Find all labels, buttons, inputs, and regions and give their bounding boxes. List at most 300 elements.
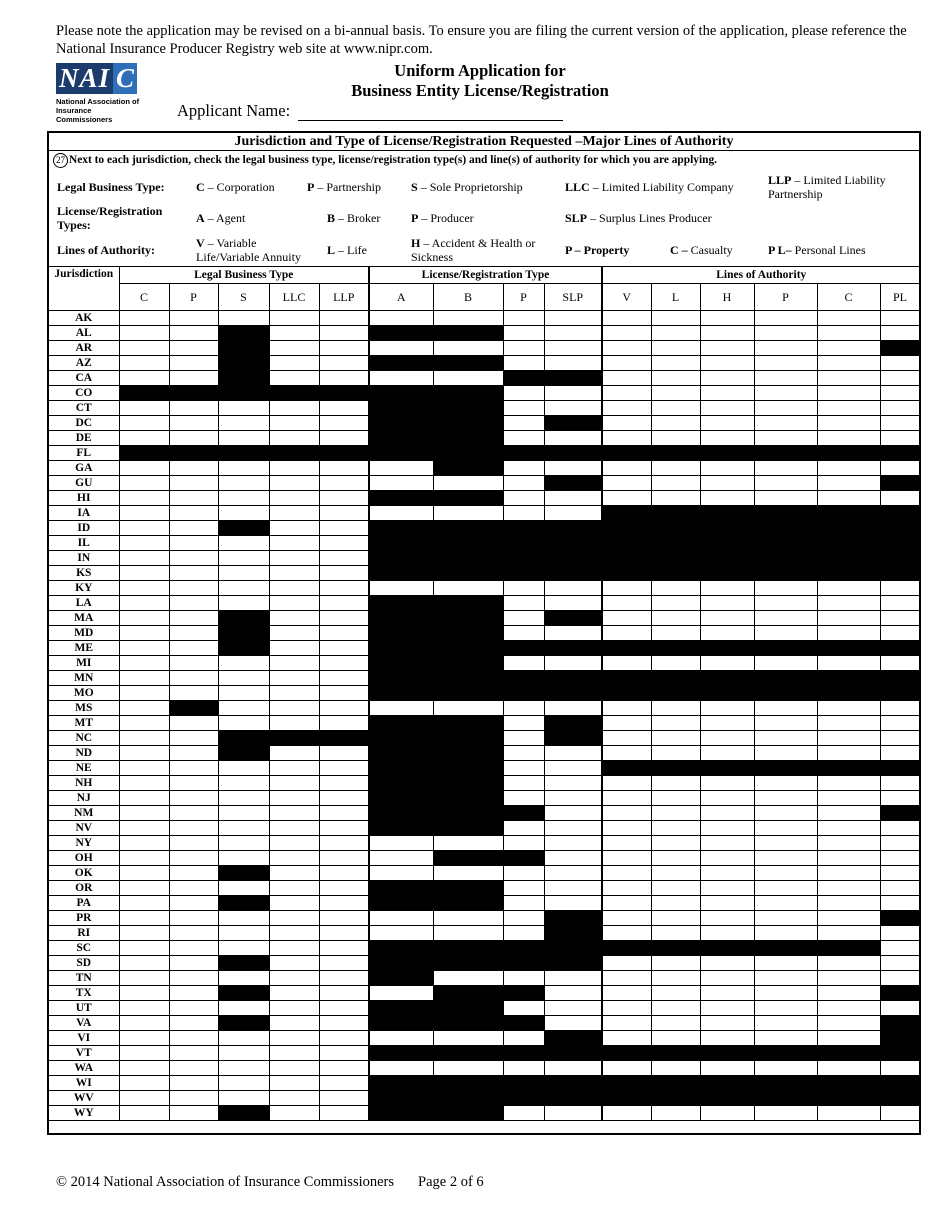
checkbox-cell[interactable] [319,956,369,971]
applicant-name-line[interactable] [298,104,563,121]
checkbox-cell[interactable] [817,311,880,326]
checkbox-cell[interactable] [880,731,920,746]
checkbox-cell[interactable] [218,776,269,791]
checkbox-cell[interactable] [817,1106,880,1121]
checkbox-cell[interactable] [319,536,369,551]
checkbox-cell[interactable] [651,371,700,386]
checkbox-cell[interactable] [218,1091,269,1106]
checkbox-cell[interactable] [218,1061,269,1076]
checkbox-cell[interactable] [169,461,218,476]
checkbox-cell[interactable] [218,971,269,986]
checkbox-cell[interactable] [700,776,754,791]
checkbox-cell[interactable] [169,401,218,416]
checkbox-cell[interactable] [817,866,880,881]
checkbox-cell[interactable] [269,1001,319,1016]
checkbox-cell[interactable] [754,461,817,476]
checkbox-cell[interactable] [269,776,319,791]
checkbox-cell[interactable] [319,761,369,776]
checkbox-cell[interactable] [602,311,651,326]
checkbox-cell[interactable] [544,341,602,356]
checkbox-cell[interactable] [544,866,602,881]
checkbox-cell[interactable] [169,896,218,911]
checkbox-cell[interactable] [544,821,602,836]
checkbox-cell[interactable] [700,356,754,371]
checkbox-cell[interactable] [319,686,369,701]
checkbox-cell[interactable] [602,596,651,611]
checkbox-cell[interactable] [269,716,319,731]
checkbox-cell[interactable] [119,401,169,416]
checkbox-cell[interactable] [651,836,700,851]
checkbox-cell[interactable] [651,611,700,626]
checkbox-cell[interactable] [169,521,218,536]
checkbox-cell[interactable] [169,581,218,596]
checkbox-cell[interactable] [880,1061,920,1076]
checkbox-cell[interactable] [169,1046,218,1061]
checkbox-cell[interactable] [169,926,218,941]
checkbox-cell[interactable] [602,716,651,731]
checkbox-cell[interactable] [817,806,880,821]
checkbox-cell[interactable] [700,926,754,941]
checkbox-cell[interactable] [319,941,369,956]
checkbox-cell[interactable] [169,671,218,686]
checkbox-cell[interactable] [119,326,169,341]
checkbox-cell[interactable] [544,656,602,671]
checkbox-cell[interactable] [169,626,218,641]
checkbox-cell[interactable] [269,866,319,881]
checkbox-cell[interactable] [218,1031,269,1046]
checkbox-cell[interactable] [169,566,218,581]
checkbox-cell[interactable] [544,761,602,776]
checkbox-cell[interactable] [319,596,369,611]
checkbox-cell[interactable] [119,461,169,476]
checkbox-cell[interactable] [602,1106,651,1121]
checkbox-cell[interactable] [319,521,369,536]
checkbox-cell[interactable] [369,911,433,926]
checkbox-cell[interactable] [169,1016,218,1031]
checkbox-cell[interactable] [319,461,369,476]
checkbox-cell[interactable] [269,701,319,716]
checkbox-cell[interactable] [880,581,920,596]
checkbox-cell[interactable] [503,716,544,731]
checkbox-cell[interactable] [119,596,169,611]
checkbox-cell[interactable] [218,701,269,716]
checkbox-cell[interactable] [119,701,169,716]
checkbox-cell[interactable] [700,791,754,806]
checkbox-cell[interactable] [817,596,880,611]
checkbox-cell[interactable] [319,656,369,671]
checkbox-cell[interactable] [319,1046,369,1061]
checkbox-cell[interactable] [218,461,269,476]
checkbox-cell[interactable] [817,926,880,941]
checkbox-cell[interactable] [218,401,269,416]
checkbox-cell[interactable] [319,611,369,626]
checkbox-cell[interactable] [544,896,602,911]
checkbox-cell[interactable] [269,371,319,386]
checkbox-cell[interactable] [880,611,920,626]
checkbox-cell[interactable] [651,341,700,356]
checkbox-cell[interactable] [119,1106,169,1121]
checkbox-cell[interactable] [503,656,544,671]
checkbox-cell[interactable] [817,791,880,806]
checkbox-cell[interactable] [269,956,319,971]
checkbox-cell[interactable] [319,926,369,941]
checkbox-cell[interactable] [817,821,880,836]
checkbox-cell[interactable] [817,371,880,386]
checkbox-cell[interactable] [433,1061,503,1076]
checkbox-cell[interactable] [602,356,651,371]
checkbox-cell[interactable] [119,356,169,371]
checkbox-cell[interactable] [700,821,754,836]
checkbox-cell[interactable] [319,371,369,386]
checkbox-cell[interactable] [602,656,651,671]
checkbox-cell[interactable] [269,1106,319,1121]
checkbox-cell[interactable] [433,836,503,851]
checkbox-cell[interactable] [218,806,269,821]
checkbox-cell[interactable] [433,371,503,386]
checkbox-cell[interactable] [754,731,817,746]
checkbox-cell[interactable] [754,896,817,911]
checkbox-cell[interactable] [544,356,602,371]
checkbox-cell[interactable] [700,656,754,671]
checkbox-cell[interactable] [169,506,218,521]
checkbox-cell[interactable] [602,371,651,386]
checkbox-cell[interactable] [602,326,651,341]
checkbox-cell[interactable] [169,491,218,506]
checkbox-cell[interactable] [602,386,651,401]
checkbox-cell[interactable] [269,311,319,326]
checkbox-cell[interactable] [544,851,602,866]
checkbox-cell[interactable] [269,341,319,356]
checkbox-cell[interactable] [119,1001,169,1016]
checkbox-cell[interactable] [269,476,319,491]
checkbox-cell[interactable] [319,821,369,836]
checkbox-cell[interactable] [700,911,754,926]
checkbox-cell[interactable] [269,821,319,836]
checkbox-cell[interactable] [700,986,754,1001]
checkbox-cell[interactable] [169,1076,218,1091]
checkbox-cell[interactable] [880,791,920,806]
checkbox-cell[interactable] [754,656,817,671]
checkbox-cell[interactable] [700,326,754,341]
checkbox-cell[interactable] [544,326,602,341]
checkbox-cell[interactable] [817,1001,880,1016]
checkbox-cell[interactable] [700,1001,754,1016]
checkbox-cell[interactable] [700,716,754,731]
checkbox-cell[interactable] [503,506,544,521]
checkbox-cell[interactable] [700,836,754,851]
checkbox-cell[interactable] [503,1106,544,1121]
checkbox-cell[interactable] [544,626,602,641]
checkbox-cell[interactable] [269,1016,319,1031]
checkbox-cell[interactable] [433,971,503,986]
checkbox-cell[interactable] [544,311,602,326]
checkbox-cell[interactable] [269,626,319,641]
checkbox-cell[interactable] [218,1076,269,1091]
checkbox-cell[interactable] [369,866,433,881]
checkbox-cell[interactable] [651,851,700,866]
checkbox-cell[interactable] [169,716,218,731]
checkbox-cell[interactable] [319,566,369,581]
checkbox-cell[interactable] [700,386,754,401]
checkbox-cell[interactable] [754,341,817,356]
checkbox-cell[interactable] [544,1016,602,1031]
checkbox-cell[interactable] [319,671,369,686]
checkbox-cell[interactable] [218,761,269,776]
checkbox-cell[interactable] [651,431,700,446]
checkbox-cell[interactable] [119,506,169,521]
checkbox-cell[interactable] [602,416,651,431]
checkbox-cell[interactable] [119,806,169,821]
checkbox-cell[interactable] [817,401,880,416]
checkbox-cell[interactable] [602,806,651,821]
checkbox-cell[interactable] [880,821,920,836]
checkbox-cell[interactable] [651,596,700,611]
checkbox-cell[interactable] [754,581,817,596]
checkbox-cell[interactable] [651,581,700,596]
checkbox-cell[interactable] [754,401,817,416]
checkbox-cell[interactable] [700,866,754,881]
checkbox-cell[interactable] [119,1031,169,1046]
checkbox-cell[interactable] [651,461,700,476]
checkbox-cell[interactable] [754,1001,817,1016]
checkbox-cell[interactable] [319,311,369,326]
checkbox-cell[interactable] [119,416,169,431]
checkbox-cell[interactable] [700,746,754,761]
checkbox-cell[interactable] [503,821,544,836]
checkbox-cell[interactable] [169,746,218,761]
checkbox-cell[interactable] [651,356,700,371]
checkbox-cell[interactable] [269,851,319,866]
checkbox-cell[interactable] [119,551,169,566]
checkbox-cell[interactable] [169,956,218,971]
checkbox-cell[interactable] [119,491,169,506]
checkbox-cell[interactable] [754,821,817,836]
checkbox-cell[interactable] [544,581,602,596]
checkbox-cell[interactable] [218,551,269,566]
checkbox-cell[interactable] [700,461,754,476]
checkbox-cell[interactable] [503,461,544,476]
checkbox-cell[interactable] [319,1061,369,1076]
checkbox-cell[interactable] [119,566,169,581]
checkbox-cell[interactable] [880,746,920,761]
checkbox-cell[interactable] [269,941,319,956]
checkbox-cell[interactable] [269,416,319,431]
checkbox-cell[interactable] [817,971,880,986]
checkbox-cell[interactable] [269,551,319,566]
checkbox-cell[interactable] [602,881,651,896]
checkbox-cell[interactable] [503,926,544,941]
checkbox-cell[interactable] [700,896,754,911]
checkbox-cell[interactable] [651,1106,700,1121]
checkbox-cell[interactable] [651,311,700,326]
checkbox-cell[interactable] [218,791,269,806]
checkbox-cell[interactable] [319,776,369,791]
checkbox-cell[interactable] [817,476,880,491]
checkbox-cell[interactable] [754,311,817,326]
checkbox-cell[interactable] [169,551,218,566]
checkbox-cell[interactable] [754,791,817,806]
checkbox-cell[interactable] [602,926,651,941]
checkbox-cell[interactable] [369,476,433,491]
checkbox-cell[interactable] [369,506,433,521]
checkbox-cell[interactable] [369,1061,433,1076]
checkbox-cell[interactable] [169,941,218,956]
checkbox-cell[interactable] [119,341,169,356]
checkbox-cell[interactable] [700,476,754,491]
checkbox-cell[interactable] [169,1001,218,1016]
checkbox-cell[interactable] [269,1031,319,1046]
checkbox-cell[interactable] [503,476,544,491]
checkbox-cell[interactable] [119,791,169,806]
checkbox-cell[interactable] [817,491,880,506]
checkbox-cell[interactable] [651,401,700,416]
checkbox-cell[interactable] [169,311,218,326]
checkbox-cell[interactable] [119,821,169,836]
checkbox-cell[interactable] [754,986,817,1001]
checkbox-cell[interactable] [503,356,544,371]
checkbox-cell[interactable] [503,971,544,986]
checkbox-cell[interactable] [119,371,169,386]
checkbox-cell[interactable] [651,626,700,641]
checkbox-cell[interactable] [119,776,169,791]
checkbox-cell[interactable] [602,476,651,491]
checkbox-cell[interactable] [319,1031,369,1046]
checkbox-cell[interactable] [218,506,269,521]
checkbox-cell[interactable] [544,491,602,506]
checkbox-cell[interactable] [218,881,269,896]
checkbox-cell[interactable] [319,701,369,716]
checkbox-cell[interactable] [651,701,700,716]
checkbox-cell[interactable] [169,1061,218,1076]
checkbox-cell[interactable] [319,416,369,431]
checkbox-cell[interactable] [754,746,817,761]
checkbox-cell[interactable] [169,1091,218,1106]
checkbox-cell[interactable] [218,686,269,701]
checkbox-cell[interactable] [817,611,880,626]
checkbox-cell[interactable] [269,896,319,911]
checkbox-cell[interactable] [817,716,880,731]
checkbox-cell[interactable] [700,971,754,986]
checkbox-cell[interactable] [319,806,369,821]
checkbox-cell[interactable] [754,371,817,386]
checkbox-cell[interactable] [269,326,319,341]
checkbox-cell[interactable] [169,731,218,746]
checkbox-cell[interactable] [369,461,433,476]
checkbox-cell[interactable] [119,1091,169,1106]
checkbox-cell[interactable] [817,896,880,911]
checkbox-cell[interactable] [651,911,700,926]
checkbox-cell[interactable] [319,1091,369,1106]
checkbox-cell[interactable] [119,986,169,1001]
checkbox-cell[interactable] [269,686,319,701]
checkbox-cell[interactable] [880,326,920,341]
checkbox-cell[interactable] [218,491,269,506]
checkbox-cell[interactable] [433,476,503,491]
checkbox-cell[interactable] [169,686,218,701]
checkbox-cell[interactable] [119,881,169,896]
checkbox-cell[interactable] [817,356,880,371]
checkbox-cell[interactable] [433,866,503,881]
checkbox-cell[interactable] [880,866,920,881]
checkbox-cell[interactable] [269,401,319,416]
checkbox-cell[interactable] [754,866,817,881]
checkbox-cell[interactable] [880,416,920,431]
checkbox-cell[interactable] [218,836,269,851]
checkbox-cell[interactable] [503,1001,544,1016]
checkbox-cell[interactable] [433,506,503,521]
checkbox-cell[interactable] [602,911,651,926]
checkbox-cell[interactable] [602,626,651,641]
checkbox-cell[interactable] [503,491,544,506]
checkbox-cell[interactable] [817,851,880,866]
checkbox-cell[interactable] [700,701,754,716]
checkbox-cell[interactable] [602,971,651,986]
checkbox-cell[interactable] [319,326,369,341]
checkbox-cell[interactable] [817,881,880,896]
checkbox-cell[interactable] [269,536,319,551]
checkbox-cell[interactable] [503,416,544,431]
checkbox-cell[interactable] [169,911,218,926]
checkbox-cell[interactable] [602,1001,651,1016]
checkbox-cell[interactable] [880,941,920,956]
checkbox-cell[interactable] [319,626,369,641]
checkbox-cell[interactable] [880,491,920,506]
checkbox-cell[interactable] [817,746,880,761]
checkbox-cell[interactable] [218,581,269,596]
checkbox-cell[interactable] [754,416,817,431]
checkbox-cell[interactable] [503,911,544,926]
applicant-name-field[interactable] [177,101,563,121]
checkbox-cell[interactable] [169,836,218,851]
checkbox-cell[interactable] [369,311,433,326]
checkbox-cell[interactable] [754,386,817,401]
checkbox-cell[interactable] [319,491,369,506]
checkbox-cell[interactable] [651,491,700,506]
checkbox-cell[interactable] [503,596,544,611]
checkbox-cell[interactable] [651,476,700,491]
checkbox-cell[interactable] [700,1061,754,1076]
checkbox-cell[interactable] [880,626,920,641]
checkbox-cell[interactable] [269,911,319,926]
checkbox-cell[interactable] [817,911,880,926]
checkbox-cell[interactable] [817,986,880,1001]
checkbox-cell[interactable] [119,716,169,731]
checkbox-cell[interactable] [651,881,700,896]
checkbox-cell[interactable] [817,386,880,401]
checkbox-cell[interactable] [503,581,544,596]
checkbox-cell[interactable] [119,476,169,491]
checkbox-cell[interactable] [754,1061,817,1076]
checkbox-cell[interactable] [651,386,700,401]
checkbox-cell[interactable] [754,1106,817,1121]
checkbox-cell[interactable] [817,581,880,596]
checkbox-cell[interactable] [369,701,433,716]
checkbox-cell[interactable] [218,656,269,671]
checkbox-cell[interactable] [602,701,651,716]
checkbox-cell[interactable] [218,596,269,611]
checkbox-cell[interactable] [218,416,269,431]
checkbox-cell[interactable] [700,311,754,326]
checkbox-cell[interactable] [319,1106,369,1121]
checkbox-cell[interactable] [269,431,319,446]
checkbox-cell[interactable] [817,326,880,341]
checkbox-cell[interactable] [651,896,700,911]
checkbox-cell[interactable] [169,611,218,626]
checkbox-cell[interactable] [544,776,602,791]
checkbox-cell[interactable] [119,311,169,326]
checkbox-cell[interactable] [503,611,544,626]
checkbox-cell[interactable] [700,806,754,821]
